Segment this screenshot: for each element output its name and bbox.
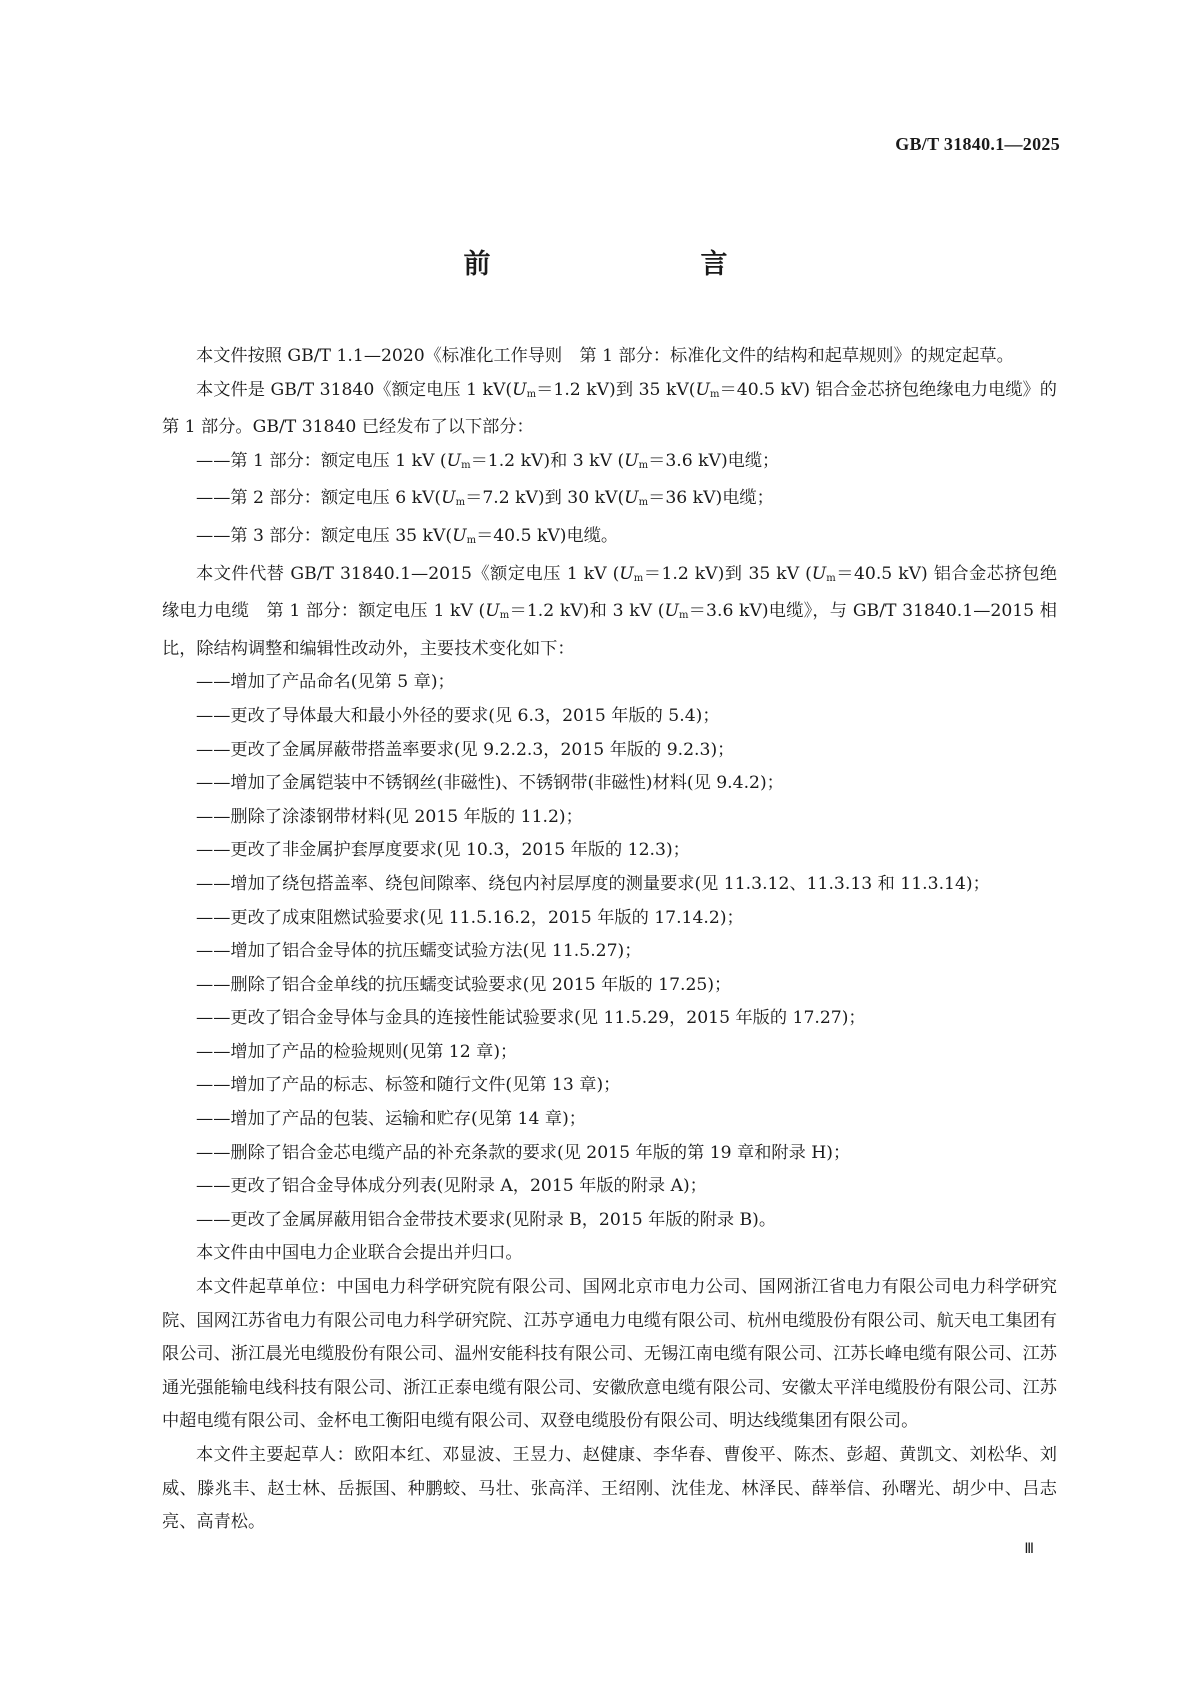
list-item: ——更改了非金属护套厚度要求(见 10.3，2015 年版的 12.3)；: [196, 840, 690, 861]
subscript-m: m: [710, 388, 720, 400]
symbol-u: U: [624, 488, 639, 509]
symbol-u: U: [452, 525, 467, 546]
symbol-u: U: [441, 488, 456, 509]
subscript-m: m: [461, 459, 471, 471]
text-span: ＝1.2 kV)到 35 kV (: [643, 563, 812, 584]
list-item-part-1: [162, 445, 1057, 483]
text-span: ＝40.5 kV) 铝合金芯挤包绝缘电力电缆 第 1 部分：额定电压 1 kV (: [162, 563, 1058, 622]
list-item: ——更改了成束阻燃试验要求(见 11.5.16.2，2015 年版的 17.14.2)；: [196, 907, 744, 928]
symbol-u: U: [446, 450, 462, 471]
list-item: ——更改了金属屏蔽用铝合金带技术要求(见附录 B，2015 年版的附录 B)。: [196, 1209, 777, 1230]
text-span: ＝40.5 kV)电缆。: [476, 525, 619, 546]
subscript-m: m: [826, 572, 836, 584]
subscript-m: m: [638, 459, 649, 471]
list-item-part-3: [162, 520, 1057, 558]
paragraph-proposer: 本文件由中国电力企业联合会提出并归口。: [196, 1243, 523, 1264]
symbol-u: U: [811, 563, 827, 584]
symbol-u: U: [512, 379, 527, 400]
subscript-m: m: [678, 610, 689, 622]
list-item: ——增加了产品的包装、运输和贮存(见第 14 章)；: [196, 1109, 586, 1130]
changes-list: [162, 666, 1057, 1237]
text-span: ——第 3 部分：额定电压 35 kV(: [196, 525, 453, 546]
document-code: GB/T 31840.1—2025: [895, 134, 1060, 154]
symbol-u: U: [619, 563, 634, 584]
subscript-m: m: [455, 497, 466, 509]
symbol-u: U: [664, 601, 679, 622]
text-span: ＝3.6 kV)电缆》，与 GB/T 31840.1—2015 相比，除结构调整和编辑性改动外，主要技术变化如下：: [162, 601, 1057, 659]
symbol-u: U: [695, 379, 711, 400]
subscript-m: m: [526, 388, 537, 400]
subscript-m: m: [499, 610, 510, 622]
paragraph-supersedes: [162, 558, 1057, 667]
subscript-m: m: [633, 572, 644, 584]
symbol-u: U: [624, 450, 639, 471]
list-item: ——增加了绕包搭盖率、绕包间隙率、绕包内衬层厚度的测量要求(见 11.3.12、11.3.13 和 11.3.14)；: [196, 873, 990, 894]
list-item: ——增加了产品命名(见第 5 章)；: [196, 672, 455, 693]
text-span: ＝1.2 kV)和 3 kV (: [470, 450, 625, 471]
text-span: ＝1.2 kV)和 3 kV (: [509, 601, 665, 622]
symbol-u: U: [485, 601, 500, 622]
list-item: ——更改了铝合金导体与金具的连接性能试验要求(见 11.5.29，2015 年版的 17.27)；: [196, 1008, 866, 1029]
list-item: ——更改了导体最大和最小外径的要求(见 6.3，2015 年版的 5.4)；: [196, 705, 720, 726]
page-title: 前 言: [463, 249, 780, 280]
list-item: ——增加了铝合金导体的抗压蠕变试验方法(见 11.5.27)；: [196, 941, 642, 962]
page-number: Ⅲ: [1024, 1541, 1034, 1557]
paragraph-drafters: 本文件主要起草人：欧阳本红、邓显波、王昱力、赵健康、李华春、曹俊平、陈杰、彭超、黄凯文、刘松华、刘威、滕兆丰、赵士林、岳振国、种鹏蛟、马壮、张高洋、王绍刚、沈佳龙、林泽民、薛举信、孙曙光、胡少中、吕志亮、高青松。: [162, 1445, 1057, 1533]
list-item: ——增加了产品的标志、标签和随行文件(见第 13 章)；: [196, 1075, 621, 1096]
paragraph-drafting-units: 本文件起草单位：中国电力科学研究院有限公司、国网北京市电力公司、国网浙江省电力有限公司电力科学研究院、国网江苏省电力有限公司电力科学研究院、江苏亨通电力电缆有限公司、杭州电缆股份有限公司、航天电工集团有限公司、浙江晨光电缆股份有限公司、温州安能科技有限公司、无锡江南电缆有限公司、江苏长峰电缆有限公司、江苏通光强能输电线科技有限公司、浙江正泰电缆有限公司、安徽欣意电缆有限公司、安徽太平洋电缆股份有限公司、江苏中超电缆有限公司、金杯电工衡阳电缆有限公司、双登电缆股份有限公司、明达线缆集团有限公司。: [162, 1277, 1057, 1432]
paragraph-series-intro: [162, 374, 1057, 445]
list-item: ——增加了产品的检验规则(见第 12 章)；: [196, 1041, 518, 1062]
list-item: ——删除了铝合金芯电缆产品的补充条款的要求(见 2015 年版的第 19 章和附录 H)；: [196, 1142, 851, 1163]
text-span: ＝40.5 kV) 铝合金芯挤包绝缘电力电缆》的第 1 部分。GB/T 31840 已经发布了以下部分：: [162, 379, 1057, 438]
paragraph-drafting-rules: 本文件按照 GB/T 1.1—2020《标准化工作导则 第 1 部分：标准化文件的结构和起草规则》的规定起草。: [196, 346, 1014, 366]
text-span: ＝36 kV)电缆；: [648, 488, 774, 509]
text-span: ＝1.2 kV)到 35 kV(: [536, 379, 696, 400]
subscript-m: m: [638, 497, 649, 509]
text-span: ＝3.6 kV)电缆；: [648, 450, 780, 471]
foreword-body: [162, 340, 1057, 1540]
parts-list: [162, 445, 1057, 558]
text-span: ——第 1 部分：额定电压 1 kV (: [196, 450, 447, 471]
text-span: 本文件是 GB/T 31840《额定电压 1 kV(: [196, 379, 513, 400]
text-span: ＝7.2 kV)到 30 kV(: [465, 488, 625, 509]
list-item: ——更改了金属屏蔽带搭盖率要求(见 9.2.2.3，2015 年版的 9.2.3)；: [196, 739, 735, 760]
subscript-m: m: [466, 534, 477, 546]
list-item: ——更改了铝合金导体成分列表(见附录 A，2015 年版的附录 A)；: [196, 1176, 707, 1197]
text-span: ——第 2 部分：额定电压 6 kV(: [196, 488, 442, 509]
text-span: 本文件代替 GB/T 31840.1—2015《额定电压 1 kV (: [196, 563, 620, 584]
list-item: ——删除了铝合金单线的抗压蠕变试验要求(见 2015 年版的 17.25)；: [196, 974, 732, 995]
list-item: ——增加了金属铠装中不锈钢丝(非磁性)、不锈钢带(非磁性)材料(见 9.4.2)；: [196, 773, 784, 794]
list-item: ——删除了涂漆钢带材料(见 2015 年版的 11.2)；: [196, 806, 583, 827]
list-item-part-2: [162, 482, 1057, 520]
